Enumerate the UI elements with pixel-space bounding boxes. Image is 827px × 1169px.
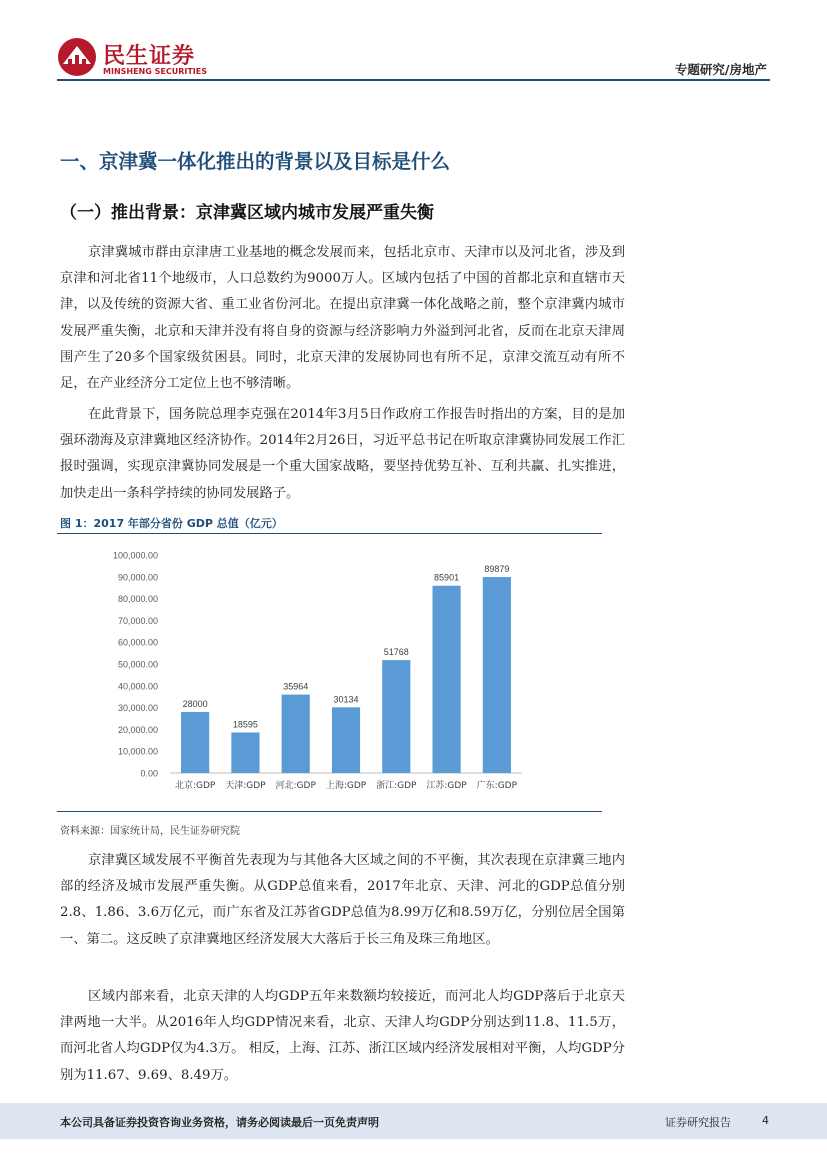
y-tick-label: 20,000.00 <box>117 724 158 735</box>
x-tick-label: 广东:GDP <box>476 781 518 791</box>
y-tick-label: 80,000.00 <box>117 594 158 605</box>
footer-report-type: 证券研究报告 <box>665 1116 731 1129</box>
paragraph: 京津冀城市群由京津唐工业基地的概念发展而来，包括北京市、天津市以及河北省，涉及到京津和河北省11个地级市，人口总数约为9000万人。区域内包括了中国的首都北京和直辖市天津，以及传统的资源大省、重工业省份河北。在提出京津冀一体化战略之前，整个京津冀内城市发展严重失衡，北京和天津并没有将自身的资源与经济影响力外溢到河北省，反而在北京天津周围产生了20多个国家级贫困县。同时，北京天津的发展协同也有所不足，京津交流互动有所不足，在产业经济分工定位上也不够清晰。 <box>60 245 625 392</box>
section-title: 一、京津冀一体化推出的背景以及目标是什么 <box>60 150 451 173</box>
figure-top-rule <box>57 533 602 534</box>
brand-name-cn: 民生证券 <box>103 44 196 69</box>
footer-disclaimer: 本公司具备证券投资咨询业务资格，请务必阅读最后一页免责声明 <box>60 1116 379 1129</box>
y-tick-label: 0.00 <box>140 768 158 779</box>
brand-logo <box>57 37 237 79</box>
x-tick-label: 河北:GDP <box>275 781 316 791</box>
x-tick-label: 浙江:GDP <box>376 781 417 791</box>
report-category: 专题研究/房地产 <box>674 62 767 77</box>
data-label: 85901 <box>434 572 460 583</box>
page-number: 4 <box>762 1114 769 1127</box>
y-tick-label: 70,000.00 <box>117 615 158 626</box>
x-tick-label: 江苏:GDP <box>426 781 467 791</box>
y-tick-label: 40,000.00 <box>117 681 158 692</box>
paragraph: 区域内部来看，北京天津的人均GDP五年来数额均较接近，而河北人均GDP落后于北京天津两地一大半。从2016年人均GDP情况来看，北京、天津人均GDP分别达到11.8、11.5万，而河北省人均GDP仅为4.3万。 相反，上海、江苏、浙江区域内经济发展相对平衡，人均GDP分别为11.67、9.69、8.49万。 <box>60 989 625 1083</box>
y-tick-label: 100,000.00 <box>112 550 158 561</box>
figure-source: 资料来源：国家统计局，民生证券研究院 <box>60 826 240 837</box>
y-tick-label: 30,000.00 <box>117 703 158 714</box>
bar <box>382 660 410 773</box>
brand-name-en: MINSHENG SECURITIES <box>103 67 207 76</box>
data-label: 89879 <box>484 564 510 575</box>
y-tick-label: 90,000.00 <box>117 572 158 583</box>
x-tick-label: 北京:GDP <box>174 781 216 791</box>
header-divider <box>57 79 770 81</box>
x-tick-label: 天津:GDP <box>225 781 266 791</box>
bar <box>231 732 259 773</box>
y-tick-label: 60,000.00 <box>117 637 158 648</box>
figure-bottom-rule <box>57 811 602 812</box>
data-label: 30134 <box>333 694 359 705</box>
gdp-bar-chart <box>90 545 540 800</box>
bar <box>282 695 310 773</box>
figure-title: 图 1：2017 年部分省份 GDP 总值（亿元） <box>60 517 283 530</box>
minsheng-logo-icon <box>57 37 97 77</box>
y-tick-label: 10,000.00 <box>117 746 158 757</box>
bar <box>332 707 360 773</box>
paragraph: 京津冀区域发展不平衡首先表现为与其他各大区域之间的不平衡，其次表现在京津冀三地内部的经济及城市发展严重失衡。从GDP总值来看，2017年北京、天津、河北的GDP总值分别2.8、1.86、3.6万亿元，而广东省及江苏省GDP总值为8.99万亿和8.59万亿，分别位居全国第一、第二。这反映了京津冀地区经济发展大大落后于长三角及珠三角地区。 <box>60 853 625 947</box>
bar <box>432 586 460 773</box>
data-label: 28000 <box>182 698 208 709</box>
x-tick-label: 上海:GDP <box>325 781 367 791</box>
bar <box>483 577 511 773</box>
data-label: 18595 <box>232 719 258 730</box>
y-tick-label: 50,000.00 <box>117 659 158 670</box>
section-subtitle: （一）推出背景：京津冀区域内城市发展严重失衡 <box>60 203 434 223</box>
bar <box>181 712 209 773</box>
data-label: 51768 <box>383 647 409 658</box>
paragraph: 在此背景下，国务院总理李克强在2014年3月5日作政府工作报告时指出的方案，目的是加强环渤海及京津冀地区经济协作。2014年2月26日，习近平总书记在听取京津冀协同发展工作汇报时强调，实现京津冀协同发展是一个重大国家战略，要坚持优势互补、互利共赢、扎实推进，加快走出一条科学持续的协同发展路子。 <box>60 407 625 501</box>
data-label: 35964 <box>283 681 309 692</box>
page-footer <box>0 1103 827 1139</box>
